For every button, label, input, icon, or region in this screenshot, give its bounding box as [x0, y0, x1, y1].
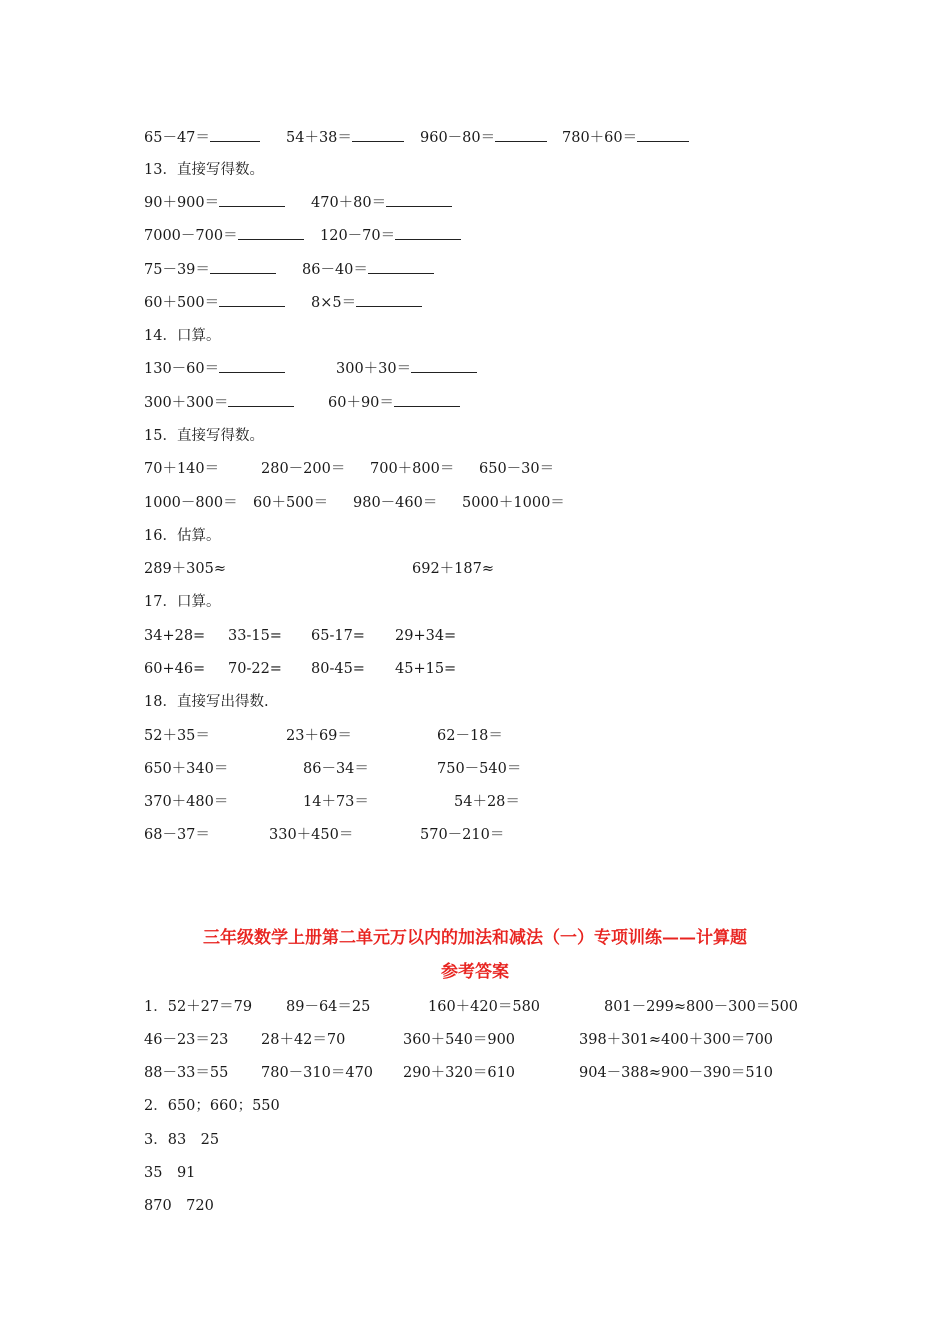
problem: 300＋300＝	[144, 391, 294, 415]
problem: 60＋500＝	[144, 291, 285, 315]
answer-blank[interactable]	[219, 291, 285, 307]
problem: 80-45=	[311, 661, 365, 677]
problem: 700＋800＝	[370, 461, 455, 477]
problem: 23＋69＝	[286, 728, 352, 744]
answer-blank[interactable]	[386, 191, 452, 207]
problem: 780＋60＝	[562, 126, 689, 150]
problem: 86－34＝	[303, 761, 369, 777]
problem: 650＋340＝	[144, 761, 229, 777]
q18-heading: 18．直接写出得数.	[144, 694, 269, 710]
q14-heading: 14．口算。	[144, 328, 221, 344]
answer-blank[interactable]	[228, 391, 294, 407]
problem: 65－47＝	[144, 126, 260, 150]
problem: 750－540＝	[437, 761, 522, 777]
problem: 8×5＝	[311, 291, 422, 315]
problem: 650－30＝	[479, 461, 555, 477]
answer-blank[interactable]	[219, 191, 285, 207]
answer-blank[interactable]	[210, 126, 260, 142]
answer-blank[interactable]	[637, 126, 689, 142]
answer-blank[interactable]	[395, 224, 461, 240]
answer-item: 89－64＝25	[286, 999, 371, 1015]
problem: 300＋30＝	[336, 357, 477, 381]
problem: 980－460＝	[353, 495, 438, 511]
problem: 289＋305≈	[144, 561, 227, 577]
problem: 70＋140＝	[144, 461, 220, 477]
problem: 570－210＝	[420, 827, 505, 843]
problem: 45+15=	[395, 661, 457, 677]
answer-item: 88－33＝55	[144, 1065, 229, 1081]
problem: 54＋28＝	[454, 794, 520, 810]
answer-key-subtitle: 参考答案	[441, 962, 509, 982]
q17-heading: 17．口算。	[144, 594, 221, 610]
answer-item: 780－310＝470	[261, 1065, 374, 1081]
answer-blank[interactable]	[495, 126, 547, 142]
problem: 68－37＝	[144, 827, 210, 843]
problem: 52＋35＝	[144, 728, 210, 744]
answer-item: 290＋320＝610	[403, 1065, 516, 1081]
problem: 280－200＝	[261, 461, 346, 477]
answer-item: 360＋540＝900	[403, 1032, 516, 1048]
q16-heading: 16．估算。	[144, 528, 221, 544]
answer-blank[interactable]	[394, 391, 460, 407]
answer-blank[interactable]	[219, 357, 285, 373]
problem: 29+34=	[395, 628, 457, 644]
q15-heading: 15．直接写得数。	[144, 428, 264, 444]
problem: 960－80＝	[420, 126, 547, 150]
answer-row: 3．83 25	[144, 1132, 220, 1148]
problem: 70-22=	[228, 661, 282, 677]
answer-row: 2．650；660；550	[144, 1098, 280, 1114]
problem: 62－18＝	[437, 728, 503, 744]
problem: 34+28=	[144, 628, 206, 644]
problem: 60＋500＝	[253, 495, 329, 511]
problem: 692＋187≈	[412, 561, 495, 577]
problem: 130－60＝	[144, 357, 285, 381]
answer-blank[interactable]	[210, 258, 276, 274]
problem: 33-15=	[228, 628, 282, 644]
problem: 370＋480＝	[144, 794, 229, 810]
answer-item: 46－23＝23	[144, 1032, 229, 1048]
answer-blank[interactable]	[356, 291, 422, 307]
problem: 75－39＝	[144, 258, 276, 282]
problem: 5000＋1000＝	[462, 495, 565, 511]
problem: 470＋80＝	[311, 191, 452, 215]
problem: 86－40＝	[302, 258, 434, 282]
answer-item: 398＋301≈400＋300＝700	[579, 1032, 774, 1048]
answer-item: 801－299≈800－300＝500	[604, 999, 799, 1015]
answer-row: 870 720	[144, 1198, 214, 1214]
problem: 1000－800＝	[144, 495, 238, 511]
answer-item: 160＋420＝580	[428, 999, 541, 1015]
answer-key-title: 三年级数学上册第二单元万以内的加法和减法（一）专项训练——计算题	[203, 928, 747, 948]
answer-blank[interactable]	[238, 224, 304, 240]
problem: 65-17=	[311, 628, 365, 644]
problem: 7000－700＝	[144, 224, 304, 248]
answer-item: 904－388≈900－390＝510	[579, 1065, 774, 1081]
q13-heading: 13．直接写得数。	[144, 162, 264, 178]
answer-blank[interactable]	[368, 258, 434, 274]
problem: 90＋900＝	[144, 191, 285, 215]
problem: 60＋90＝	[328, 391, 460, 415]
problem: 120－70＝	[320, 224, 461, 248]
answer-item: 1．52＋27＝79	[144, 999, 253, 1015]
problem: 54＋38＝	[286, 126, 404, 150]
answer-item: 28＋42＝70	[261, 1032, 346, 1048]
answer-row: 35 91	[144, 1165, 196, 1181]
answer-blank[interactable]	[352, 126, 404, 142]
problem: 60+46=	[144, 661, 206, 677]
problem: 14＋73＝	[303, 794, 369, 810]
answer-blank[interactable]	[411, 357, 477, 373]
problem: 330＋450＝	[269, 827, 354, 843]
